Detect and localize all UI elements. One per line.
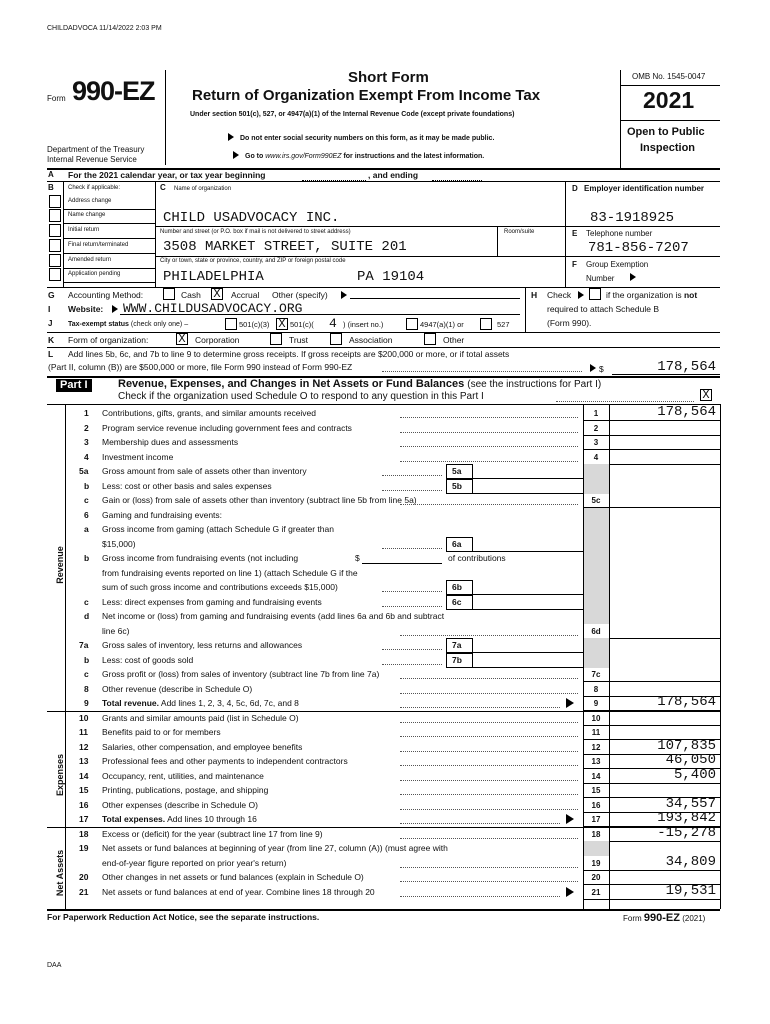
check-label: Name change — [68, 212, 106, 218]
line-number: 8 — [84, 683, 89, 694]
line-number: a — [84, 524, 89, 534]
group-exemption-label: Group Exemption — [586, 260, 649, 269]
website-label: Website: — [68, 304, 104, 314]
line-ref: 9 — [593, 699, 599, 708]
irs-label: Internal Revenue Service — [47, 155, 137, 164]
footer-form: Form 990-EZ (2021) — [623, 912, 706, 924]
line-text: Occupancy, rent, utilities, and maintenance — [102, 770, 264, 781]
tax-year: 2021 — [643, 87, 695, 113]
other-org-checkbox[interactable] — [424, 333, 436, 345]
section-l-label: L — [48, 349, 54, 359]
line-ref: 10 — [591, 713, 601, 723]
accrual-label: Accrual — [231, 290, 260, 300]
501c-label: 501(c)( — [290, 320, 314, 329]
line-text: Other revenue (describe in Schedule O) — [102, 683, 253, 694]
line-amount[interactable]: 178,564 — [657, 404, 716, 420]
line-ref: 19 — [591, 858, 601, 868]
triangle-icon — [566, 698, 574, 708]
line-text: Professional fees and other payments to independent contractors — [102, 756, 348, 766]
line-ref: 4 — [593, 452, 599, 462]
section-g-label: G — [48, 290, 55, 300]
line-number: 18 — [79, 828, 89, 839]
line-number: 15 — [79, 785, 89, 795]
cash-checkbox[interactable] — [163, 288, 175, 300]
line-ref: 1 — [593, 409, 599, 418]
line-ref: 5c — [591, 496, 601, 505]
line-number: d — [84, 611, 90, 621]
h-text3: (Form 990). — [547, 318, 592, 328]
line-number: b — [84, 480, 90, 491]
527-label: 527 — [497, 320, 510, 329]
section-c-label: C — [160, 183, 166, 192]
line-text: Other changes in net assets or fund balances (explain in Schedule O) — [102, 872, 364, 882]
line-text: Program service revenue including government fees and contracts — [102, 422, 352, 433]
line-number: 16 — [79, 799, 89, 810]
line-text-extra: of contributions — [448, 553, 506, 563]
triangle-icon — [341, 291, 347, 299]
department: Department of the Treasury — [47, 145, 145, 154]
tax-exempt-status: Tax-exempt status (check only one) – — [68, 321, 189, 328]
org-name-label: Name of organization — [174, 186, 232, 192]
form-number: 990-EZ — [72, 76, 155, 106]
line-ref: 8 — [593, 684, 599, 694]
line-text: Net assets or fund balances at end of year. Combine lines 18 through 20 — [102, 886, 375, 897]
schedule-o-checkbox[interactable]: X — [700, 389, 712, 401]
triangle-icon — [233, 151, 239, 159]
line-ref: 6d — [591, 626, 601, 636]
line-number: 11 — [79, 727, 88, 737]
accounting-method-label: Accounting Method: — [68, 290, 144, 300]
mid-line-label: 5a — [452, 466, 462, 476]
section-l-dollar: $ — [599, 364, 604, 374]
insert-no-label: ) (insert no.) — [343, 320, 384, 329]
line-number: c — [84, 495, 89, 505]
line-text: sum of such gross income and contributions exceeds $15,000) — [102, 582, 338, 592]
line-text: Salaries, other compensation, and employee benefits — [102, 741, 303, 752]
under-section-note: Under section 501(c), 527, or 4947(a)(1) of the Internal Revenue Code (except private foundations) — [190, 111, 515, 118]
line-text: Total revenue. Add lines 1, 2, 3, 4, 5c, 6d, 7c, and 8 — [102, 698, 299, 708]
mid-line-label: 7b — [452, 654, 462, 665]
line-text: Less: cost or other basis and sales expenses — [102, 480, 272, 491]
cash-label: Cash — [181, 290, 201, 300]
line-text: Gain or (loss) from sale of assets other than inventory (subtract line 5b from line 5a) — [102, 495, 417, 505]
form-prefix: Form — [47, 94, 66, 103]
section-b-label: B — [48, 183, 54, 192]
line-text: Total expenses. Add lines 10 through 16 — [102, 814, 257, 824]
line-amount[interactable]: 193,842 — [657, 810, 716, 826]
line-text: Benefits paid to or for members — [102, 727, 221, 737]
city-label: City or town, state or province, country, and ZIP or foreign postal code — [160, 258, 346, 264]
line-number: 19 — [79, 843, 89, 853]
line-text: Gross sales of inventory, less returns and allowances — [102, 640, 303, 650]
section-l-text1: Add lines 5b, 6c, and 7b to line 9 to determine gross receipts. If gross receipts are $200,000 or more, or if total assets — [68, 349, 510, 359]
check-label: Address change — [68, 198, 112, 204]
form-title: Return of Organization Exempt From Income Tax — [192, 87, 541, 104]
triangle-icon — [566, 814, 574, 824]
line-text: Contributions, gifts, grants, and similar amounts received — [102, 408, 317, 418]
line-amount[interactable]: 34,557 — [665, 795, 716, 812]
h-text: if the organization is not — [606, 290, 698, 300]
line-text: Membership dues and assessments — [102, 437, 239, 447]
other-specify-label: Other (specify) — [272, 290, 328, 300]
line-number: 7a — [79, 640, 89, 650]
phone-label: Telephone number — [586, 229, 653, 238]
omb-number: OMB No. 1545-0047 — [632, 72, 706, 81]
section-i-label: I — [48, 304, 51, 314]
other-org-label: Other — [443, 335, 465, 345]
h-check-label: Check — [547, 290, 572, 300]
line-number: c — [84, 596, 89, 607]
line-text: line 6c) — [102, 625, 130, 636]
org-street: 3508 MARKET STREET, SUITE 201 — [163, 239, 407, 255]
line-text: Excess or (deficit) for the year (subtract line 17 from line 9) — [102, 828, 323, 839]
check-amended-return-checkbox[interactable] — [49, 254, 61, 267]
part1-label: Part I — [56, 379, 92, 392]
line-text: Gross income from gaming (attach Schedule G if greater than — [102, 524, 334, 534]
section-l-text2: (Part II, column (B)) are $500,000 or more, file Form 990 instead of Form 990-EZ — [48, 362, 353, 372]
org-city: PHILADELPHIA — [163, 269, 264, 285]
triangle-icon — [630, 273, 636, 281]
triangle-icon — [578, 291, 584, 299]
line-number: 3 — [84, 437, 89, 447]
4947a1-label: 4947(a)(1) or — [420, 320, 464, 329]
line-text: Less: direct expenses from gaming and fundraising events — [102, 596, 322, 607]
open-public: Open to Public — [627, 126, 705, 138]
corporation-label: Corporation — [195, 335, 240, 345]
check-name-change-checkbox[interactable] — [49, 209, 61, 222]
part1-title: Revenue, Expenses, and Changes in Net Assets or Fund Balances (see the instructions for Part I) — [118, 378, 602, 390]
line-ref: 16 — [591, 800, 601, 810]
line-number: b — [84, 553, 90, 563]
h-text2: required to attach Schedule B — [547, 304, 659, 314]
line-text: from fundraising events reported on line 1) (attach Schedule G if the — [102, 567, 358, 578]
line-ref: 15 — [591, 786, 601, 795]
line-amount[interactable]: 19,531 — [665, 882, 716, 899]
mid-line-label: 5b — [452, 480, 462, 491]
section-k-label: K — [48, 335, 55, 345]
org-state-zip: PA 19104 — [357, 269, 425, 285]
org-name: CHILD USADVOCACY INC. — [163, 210, 340, 226]
check-application-pending-checkbox[interactable] — [49, 268, 61, 281]
line-ref: 3 — [593, 438, 599, 447]
section-f-label: F — [572, 260, 577, 269]
mid-line-label: 6b — [452, 582, 462, 592]
check-label: Amended return — [68, 257, 112, 263]
triangle-icon — [566, 887, 574, 897]
association-label: Association — [349, 335, 393, 345]
4947a1-checkbox[interactable] — [406, 318, 418, 330]
section-a-text: For the 2021 calendar year, or tax year beginning — [68, 170, 266, 180]
line-amount[interactable]: 107,835 — [657, 737, 716, 754]
line-number: 14 — [79, 770, 89, 781]
line-text: $15,000) — [102, 538, 136, 549]
ein-label: Employer identification number — [584, 184, 705, 193]
expenses-side-label: Expenses — [55, 753, 65, 797]
line-number: 17 — [79, 814, 89, 824]
check-label: Final return/terminated — [68, 242, 129, 248]
line-number: 21 — [79, 886, 89, 897]
line-number: 1 — [84, 408, 89, 418]
501c-checkbox[interactable]: X — [276, 318, 288, 330]
501c3-label: 501(c)(3) — [239, 320, 270, 329]
dollar-sign: $ — [355, 553, 360, 563]
triangle-icon — [112, 305, 118, 313]
section-j-label: J — [48, 319, 53, 328]
line-text: Investment income — [102, 451, 174, 462]
line-ref: 2 — [593, 423, 599, 433]
line-ref: 21 — [591, 887, 601, 897]
daa-label: DAA — [47, 962, 62, 969]
group-number-label: Number — [586, 274, 615, 283]
triangle-icon — [590, 364, 596, 372]
check-if-applicable: Check if applicable: — [68, 185, 121, 191]
line-number: b — [84, 654, 90, 665]
mid-line-label: 7a — [452, 640, 462, 650]
trust-label: Trust — [289, 335, 309, 345]
schedule-b-checkbox[interactable] — [589, 288, 601, 300]
line-number: 12 — [79, 741, 89, 752]
goto-note: Go to www.irs.gov/Form990EZ for instructions and the latest information. — [245, 153, 485, 160]
line-text: Printing, publications, postage, and shipping — [102, 785, 269, 795]
line-amount[interactable]: 34,809 — [665, 853, 716, 870]
line-ref: 12 — [591, 742, 601, 752]
527-checkbox[interactable] — [480, 318, 492, 330]
check-address-change-checkbox[interactable] — [49, 195, 61, 208]
paperwork-notice: For Paperwork Reduction Act Notice, see the separate instructions. — [47, 912, 320, 922]
short-form-heading: Short Form — [348, 69, 429, 86]
line-number: 2 — [84, 422, 89, 433]
room-label: Room/suite — [504, 229, 535, 235]
check-final-return-terminated-checkbox[interactable] — [49, 239, 61, 252]
line-text: Gross income from fundraising events (not including — [102, 553, 299, 563]
line-amount[interactable]: 178,564 — [657, 694, 716, 710]
net-assets-side-label: Net Assets — [55, 849, 65, 897]
line-ref: 17 — [591, 815, 601, 824]
ein-value: 83-1918925 — [590, 210, 675, 226]
check-label: Initial return — [68, 227, 100, 233]
mid-line-label: 6c — [452, 596, 462, 607]
gross-receipts-value: 178,564 — [657, 359, 716, 375]
line-number: 10 — [79, 712, 89, 723]
line-text: end-of-year figure reported on prior year's return) — [102, 857, 287, 868]
line-text: Gross amount from sale of assets other than inventory — [102, 466, 307, 476]
line-number: 6 — [84, 509, 89, 520]
accrual-checkbox[interactable]: X — [211, 288, 223, 300]
schedule-o-text: Check if the organization used Schedule O to respond to any question in this Part I — [118, 391, 484, 402]
phone-value: 781-856-7207 — [588, 240, 689, 256]
section-a-label: A — [48, 170, 54, 179]
form-of-org-label: Form of organization: — [68, 335, 149, 345]
line-text: Gross profit or (loss) from sales of inventory (subtract line 7b from line 7a) — [102, 669, 380, 679]
line-amount[interactable]: 5,400 — [673, 766, 716, 783]
line-ref: 7c — [591, 670, 601, 679]
line-number: 9 — [84, 698, 89, 708]
line-number: c — [84, 669, 89, 679]
line-text: Other expenses (describe in Schedule O) — [102, 799, 258, 810]
line-number: 4 — [84, 451, 89, 462]
line-text: Less: cost of goods sold — [102, 654, 194, 665]
section-e-label: E — [572, 229, 578, 238]
section-h-label: H — [531, 290, 538, 300]
section-d-label: D — [572, 184, 578, 193]
line-amount[interactable]: 46,050 — [665, 752, 716, 768]
line-text: Net assets or fund balances at beginning of year (from line 27, column (A)) (must agree with — [102, 843, 448, 853]
line-amount[interactable]: -15,278 — [657, 824, 716, 841]
line-number: 5a — [79, 466, 89, 476]
website-value: WWW.CHILDUSADVOCACY.ORG — [123, 301, 303, 316]
header-stamp: CHILDADVOCA 11/14/2022 2:03 PM — [47, 25, 162, 32]
line-number: 13 — [79, 756, 89, 766]
line-ref: 14 — [591, 771, 601, 781]
no-ssn-note: Do not enter social security numbers on this form, as it may be made public. — [240, 135, 495, 142]
501c-number: 4 — [329, 316, 337, 331]
irs-link[interactable]: www.irs.gov/Form990EZ — [265, 153, 342, 160]
association-checkbox[interactable] — [330, 333, 342, 345]
street-label: Number and street (or P.O. box if mail is not delivered to street address) — [160, 229, 351, 235]
line-number: 20 — [79, 872, 89, 882]
triangle-icon — [228, 133, 234, 141]
line-ref: 11 — [591, 728, 601, 737]
line-text: Gaming and fundraising events: — [102, 509, 223, 520]
check-initial-return-checkbox[interactable] — [49, 224, 61, 237]
check-label: Application pending — [68, 271, 121, 277]
501c3-checkbox[interactable] — [225, 318, 237, 330]
inspection: Inspection — [640, 142, 696, 154]
line-ref: 20 — [591, 873, 601, 882]
corporation-checkbox[interactable]: X — [176, 333, 188, 345]
line-text: Grants and similar amounts paid (list in Schedule O) — [102, 712, 299, 723]
line-ref: 18 — [591, 829, 601, 839]
trust-checkbox[interactable] — [270, 333, 282, 345]
line-text: Net income or (loss) from gaming and fundraising events (add lines 6a and 6b and subtract — [102, 611, 445, 621]
line-ref: 13 — [591, 757, 601, 766]
revenue-side-label: Revenue — [55, 546, 65, 584]
mid-line-label: 6a — [452, 538, 462, 549]
and-ending: , and ending — [368, 170, 419, 180]
